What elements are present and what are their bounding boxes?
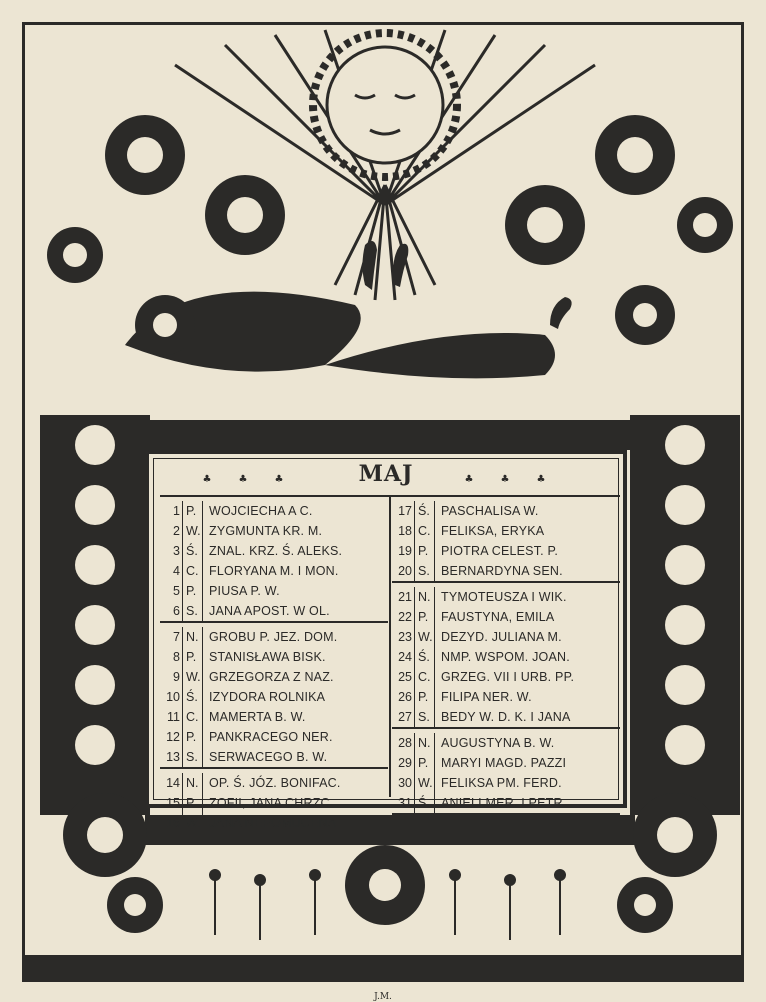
trefoil-ornaments-right xyxy=(462,467,570,486)
saint-name: ANIELI MER. I PETR. xyxy=(441,796,567,810)
weekday-abbr: P. xyxy=(414,541,435,561)
saint-name: BEDY W. D. K. I JANA xyxy=(441,710,571,724)
day-number: 26 xyxy=(398,690,412,704)
saint-name: MARYI MAGD. PAZZI xyxy=(441,756,567,770)
calendar-column-left xyxy=(160,501,388,839)
day-row xyxy=(392,521,620,541)
day-number: 20 xyxy=(398,564,412,578)
day-row xyxy=(392,753,620,773)
weekday-abbr: N. xyxy=(414,733,435,753)
saint-name: FAUSTYNA, EMILA xyxy=(441,610,555,624)
saint-name: WOJCIECHA A C. xyxy=(209,504,313,518)
saint-name: TYMOTEUSZA I WIK. xyxy=(441,590,567,604)
weekday-abbr: C. xyxy=(414,521,435,541)
day-number: 15 xyxy=(166,796,180,810)
day-row xyxy=(160,707,388,727)
saint-name: OP. Ś. JÓZ. BONIFAC. xyxy=(209,776,341,790)
trefoil-icon: ♣ xyxy=(274,474,284,485)
weekday-abbr: S. xyxy=(414,561,435,581)
saint-name: PANKRACEGO NER. xyxy=(209,730,333,744)
weekday-abbr: W. xyxy=(182,521,203,541)
day-row xyxy=(160,687,388,707)
week-group xyxy=(392,733,620,815)
saint-name: FILIPA NER. W. xyxy=(441,690,532,704)
saint-name: JANA APOST. W OL. xyxy=(209,604,330,618)
day-row xyxy=(392,561,620,581)
weekday-abbr: W. xyxy=(414,773,435,793)
day-row xyxy=(392,541,620,561)
weekday-abbr: Ś. xyxy=(182,541,203,561)
day-number: 27 xyxy=(398,710,412,724)
weekday-abbr: W. xyxy=(182,667,203,687)
calendar-inner-border xyxy=(153,458,619,830)
trefoil-icon: ♣ xyxy=(202,474,212,485)
day-row xyxy=(392,707,620,727)
week-group xyxy=(160,501,388,623)
weekday-abbr: P. xyxy=(182,647,203,667)
day-number: 13 xyxy=(166,750,180,764)
saint-name: MAMERTA B. W. xyxy=(209,710,306,724)
day-row xyxy=(392,607,620,627)
weekday-abbr: P. xyxy=(182,501,203,521)
day-number: 30 xyxy=(398,776,412,790)
saint-name: DEZYD. JULIANA M. xyxy=(441,630,562,644)
day-number: 24 xyxy=(398,650,412,664)
flower-border-right xyxy=(630,415,740,815)
saint-name: ZYGMUNTA KR. M. xyxy=(209,524,323,538)
day-number: 12 xyxy=(166,730,180,744)
saint-name: FELIKSA, ERYKA xyxy=(441,524,545,538)
flower-border-left xyxy=(40,415,150,815)
weekday-abbr: W. xyxy=(182,813,203,833)
week-group xyxy=(392,501,620,583)
day-number: 18 xyxy=(398,524,412,538)
weekday-abbr: N. xyxy=(182,627,203,647)
day-row xyxy=(392,587,620,607)
day-number: 2 xyxy=(173,524,180,538)
weekday-abbr: P. xyxy=(414,607,435,627)
day-row xyxy=(392,667,620,687)
weekday-abbr: P. xyxy=(414,753,435,773)
trefoil-icon: ♣ xyxy=(238,474,248,485)
day-row xyxy=(392,627,620,647)
flower-band-top xyxy=(145,420,635,450)
day-row xyxy=(160,541,388,561)
day-number: 3 xyxy=(173,544,180,558)
saint-name: GRZEGORZA Z NAZ. xyxy=(209,670,334,684)
weekday-abbr: Ś. xyxy=(414,647,435,667)
day-row xyxy=(160,601,388,621)
day-row xyxy=(392,793,620,813)
weekday-abbr: P. xyxy=(182,727,203,747)
saint-name: GROBU P. JEZ. DOM. xyxy=(209,630,338,644)
weekday-abbr: P. xyxy=(414,687,435,707)
calendar-panel xyxy=(145,450,627,830)
weekday-abbr: C. xyxy=(182,561,203,581)
weekday-abbr: N. xyxy=(182,773,203,793)
trefoil-icon: ♣ xyxy=(536,474,546,485)
day-row xyxy=(392,733,620,753)
day-number: 14 xyxy=(166,776,180,790)
saint-name: JANA NEPOMUCENA xyxy=(209,816,337,830)
day-number: 28 xyxy=(398,736,412,750)
trefoil-icon: ♣ xyxy=(500,474,510,485)
weekday-abbr: Ś. xyxy=(182,687,203,707)
day-row xyxy=(392,687,620,707)
weekday-abbr: P. xyxy=(182,793,203,813)
artist-signature: J.M. xyxy=(374,992,392,1002)
saint-name: STANISŁAWA BISK. xyxy=(209,650,326,664)
day-row xyxy=(392,647,620,667)
weekday-abbr: W. xyxy=(414,627,435,647)
day-number: 17 xyxy=(398,504,412,518)
saint-name: ZOFII, JANA CHRZC. xyxy=(209,796,334,810)
day-row xyxy=(160,747,388,767)
calendar-column-right xyxy=(392,501,620,819)
day-row xyxy=(392,773,620,793)
day-number: 5 xyxy=(173,584,180,598)
day-number: 16 xyxy=(166,816,180,830)
day-number: 10 xyxy=(166,690,180,704)
day-number: 22 xyxy=(398,610,412,624)
day-row xyxy=(160,773,388,793)
weekday-abbr: S. xyxy=(182,747,203,767)
day-number: 29 xyxy=(398,756,412,770)
saint-name: NMP. WSPOM. JOAN. xyxy=(441,650,570,664)
weekday-abbr: C. xyxy=(182,707,203,727)
weekday-abbr: S. xyxy=(182,601,203,621)
week-group xyxy=(160,773,388,835)
day-number: 11 xyxy=(167,710,180,724)
day-row xyxy=(160,793,388,813)
week-group xyxy=(160,627,388,769)
day-number: 23 xyxy=(398,630,412,644)
day-number: 9 xyxy=(173,670,180,684)
day-row xyxy=(160,561,388,581)
weekday-abbr: C. xyxy=(414,667,435,687)
day-number: 6 xyxy=(173,604,180,618)
saint-name: PIUSA P. W. xyxy=(209,584,280,598)
day-row xyxy=(160,581,388,601)
day-number: 19 xyxy=(398,544,412,558)
peacock-right xyxy=(325,297,572,378)
weekday-abbr: Ś. xyxy=(414,501,435,521)
day-number: 31 xyxy=(398,796,412,810)
saint-name: PASCHALISA W. xyxy=(441,504,539,518)
day-row xyxy=(160,627,388,647)
saint-name: PIOTRA CELEST. P. xyxy=(441,544,559,558)
day-number: 21 xyxy=(398,590,412,604)
saint-name: GRZEG. VII I URB. PP. xyxy=(441,670,575,684)
saint-name: FLORYANA M. I MON. xyxy=(209,564,339,578)
weekday-abbr: Ś. xyxy=(414,793,435,813)
day-number: 1 xyxy=(173,504,180,518)
weekday-abbr: N. xyxy=(414,587,435,607)
day-row xyxy=(160,521,388,541)
week-group xyxy=(392,587,620,729)
day-row xyxy=(160,727,388,747)
month-title: MAJ xyxy=(358,461,414,487)
day-row xyxy=(392,501,620,521)
column-divider xyxy=(389,497,391,797)
day-row xyxy=(160,501,388,521)
day-row xyxy=(160,647,388,667)
day-number: 4 xyxy=(173,564,180,578)
day-row xyxy=(160,667,388,687)
day-row xyxy=(160,813,388,833)
saint-name: SERWACEGO B. W. xyxy=(209,750,328,764)
saint-name: BERNARDYNA SEN. xyxy=(441,564,563,578)
day-number: 25 xyxy=(398,670,412,684)
day-number: 7 xyxy=(173,630,180,644)
weekday-abbr: S. xyxy=(414,707,435,727)
saint-name: AUGUSTYNA B. W. xyxy=(441,736,555,750)
saint-name: FELIKSA PM. FERD. xyxy=(441,776,562,790)
weekday-abbr: P. xyxy=(182,581,203,601)
saint-name: IZYDORA ROLNIKA xyxy=(209,690,326,704)
trefoil-icon: ♣ xyxy=(464,474,474,485)
calendar-table xyxy=(160,495,620,830)
saint-name: ZNAL. KRZ. Ś. ALEKS. xyxy=(209,544,343,558)
day-number: 8 xyxy=(173,650,180,664)
